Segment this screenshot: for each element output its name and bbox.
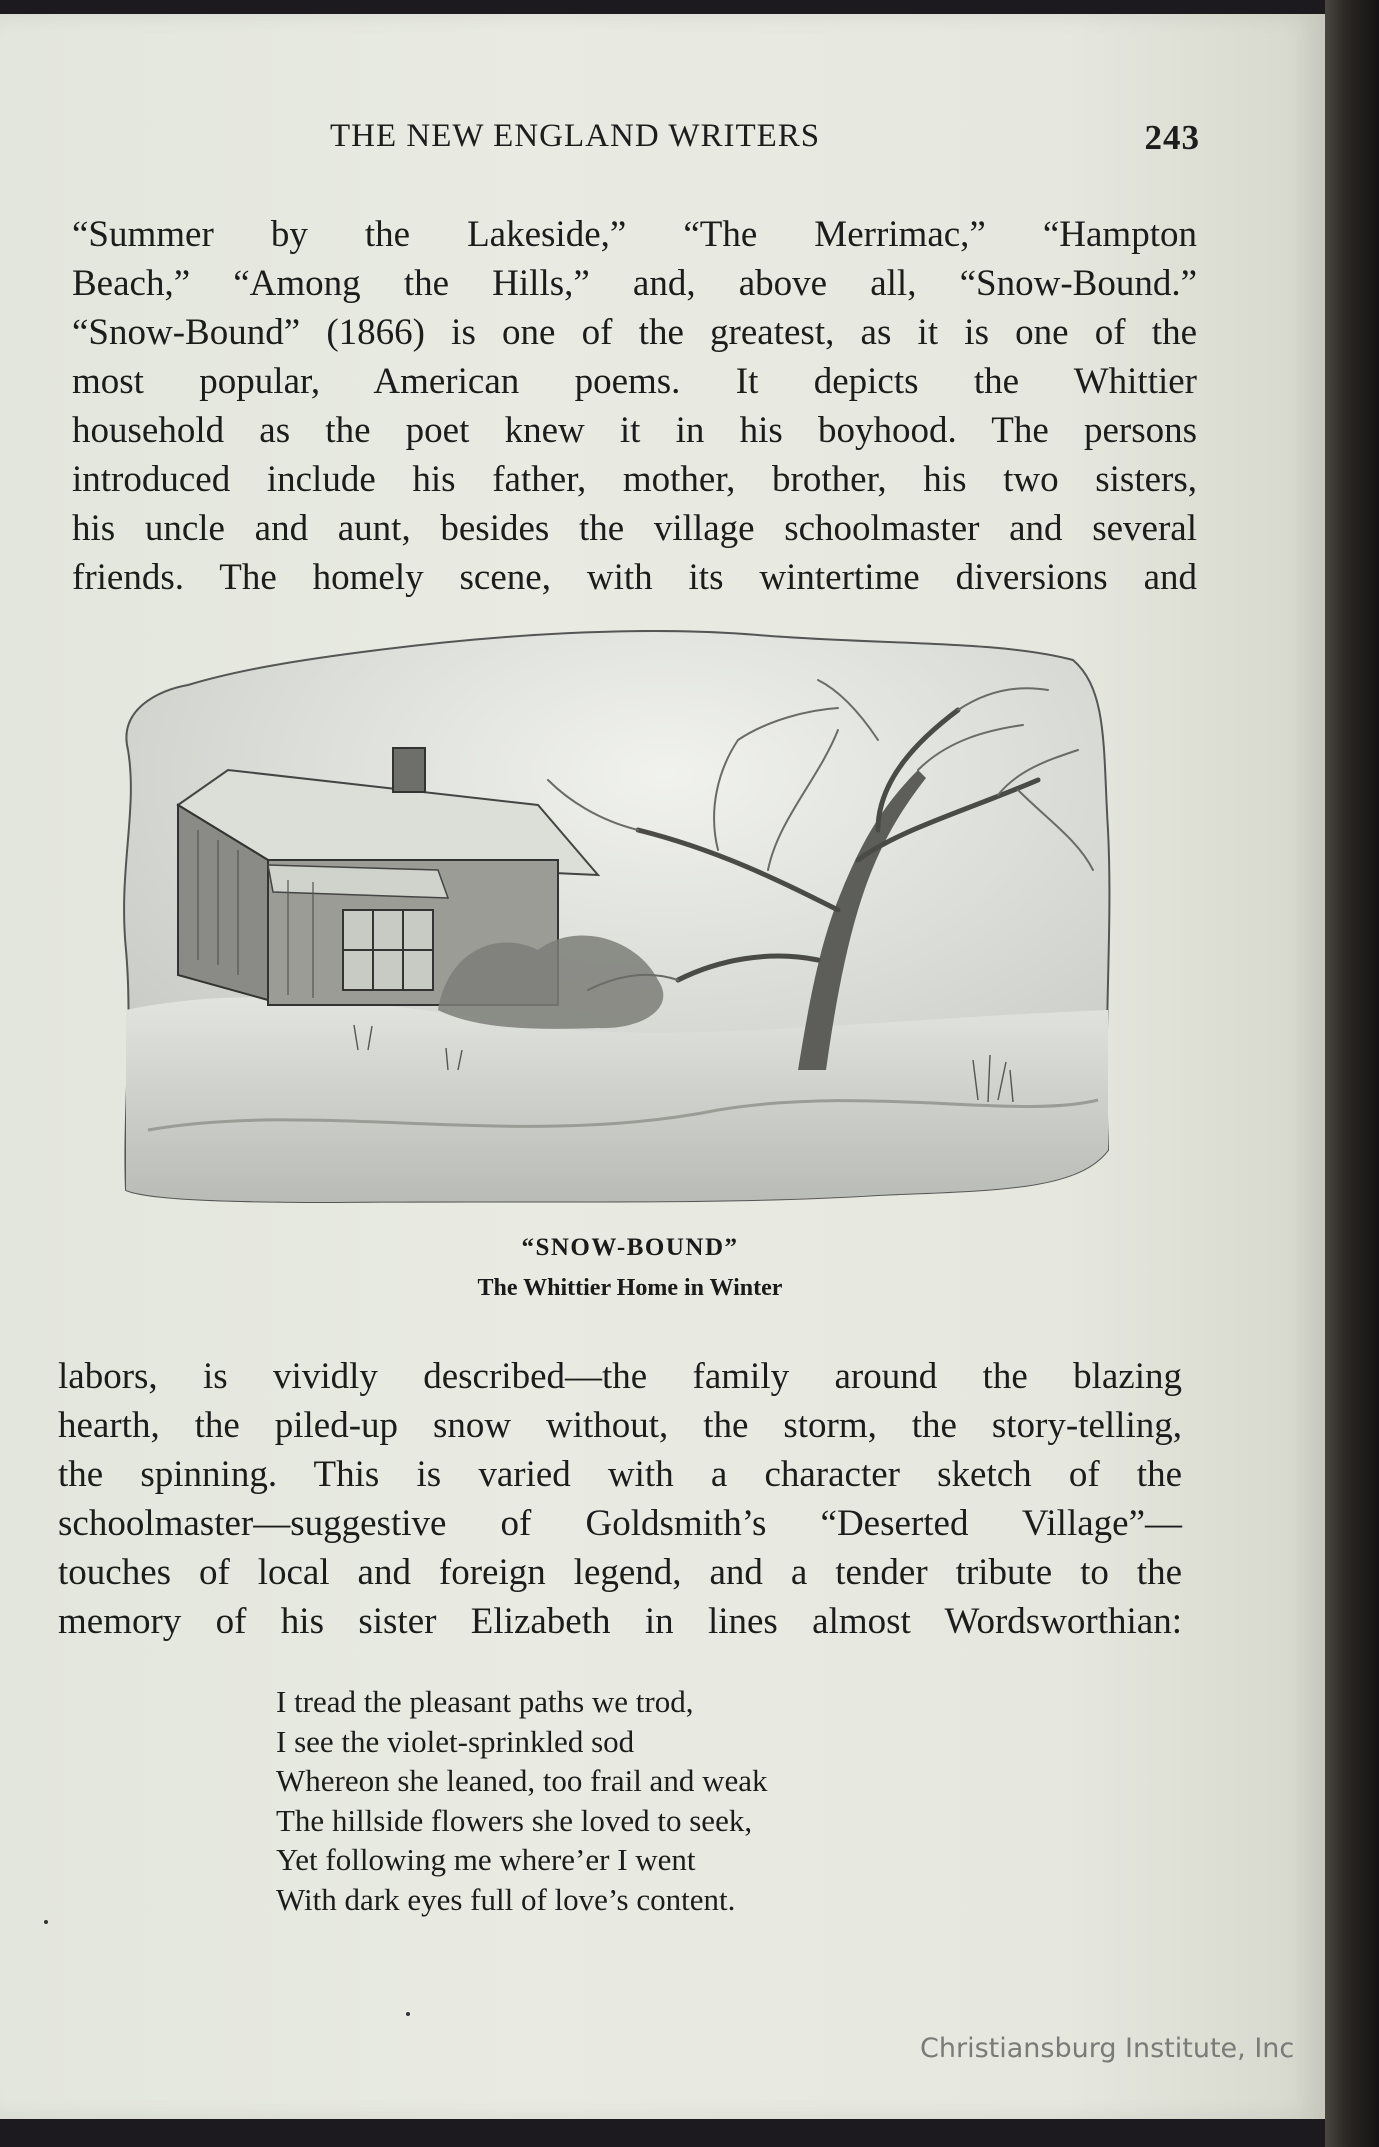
poem-line: Whereon she leaned, too frail and weak — [276, 1763, 768, 1798]
text-line: touches of local and foreign legend, and a tender tribute to the — [58, 1552, 1182, 1593]
book-edge — [1325, 0, 1379, 2147]
text-line: “Snow-Bound” (1866) is one of the greatest, as it is one of the — [72, 312, 1197, 353]
text-line: friends. The homely scene, with its wintertime diversions and — [72, 557, 1197, 598]
poem-line: Yet following me where’er I went — [276, 1842, 696, 1877]
text-line: introduced include his father, mother, brother, his two sisters, — [72, 459, 1197, 500]
snowbound-illustration — [118, 630, 1118, 1210]
page-number: 243 — [1144, 118, 1200, 157]
watermark: Christiansburg Institute, Inc — [920, 2033, 1295, 2064]
figure-title: “SNOW-BOUND” — [521, 1234, 739, 1261]
text-line: Beach,” “Among the Hills,” and, above all, “Snow-Bound.” — [72, 263, 1197, 304]
poem-quote — [276, 1682, 767, 1919]
figure-subtitle: The Whittier Home in Winter — [477, 1275, 783, 1301]
page-speck — [406, 2012, 410, 2016]
page-speck — [44, 1920, 48, 1924]
text-line: hearth, the piled-up snow without, the storm, the story-telling, — [58, 1405, 1182, 1446]
text-line: the spinning. This is varied with a character sketch of the — [58, 1454, 1182, 1495]
running-head: THE NEW ENGLAND WRITERS — [330, 118, 821, 154]
text-line: memory of his sister Elizabeth in lines almost Wordsworthian: — [58, 1601, 1182, 1642]
text-line: his uncle and aunt, besides the village schoolmaster and several — [72, 508, 1197, 549]
text-line: “Summer by the Lakeside,” “The Merrimac,” “Hampton — [72, 214, 1197, 255]
poem-line: The hillside flowers she loved to seek, — [276, 1802, 753, 1838]
paragraph-top — [72, 210, 1197, 602]
text-line: schoolmaster—suggestive of Goldsmith’s “Deserted Village”— — [58, 1503, 1182, 1544]
text-line: household as the poet knew it in his boyhood. The persons — [72, 410, 1197, 451]
poem-line: I see the violet-sprinkled sod — [276, 1723, 635, 1759]
paragraph-bottom — [58, 1352, 1182, 1646]
text-line: labors, is vividly described—the family around the blazing — [58, 1356, 1182, 1397]
text-line: most popular, American poems. It depicts the Whittier — [72, 361, 1197, 402]
poem-line: With dark eyes full of love’s content. — [276, 1881, 736, 1917]
poem-line: I tread the pleasant paths we trod, — [276, 1684, 694, 1719]
